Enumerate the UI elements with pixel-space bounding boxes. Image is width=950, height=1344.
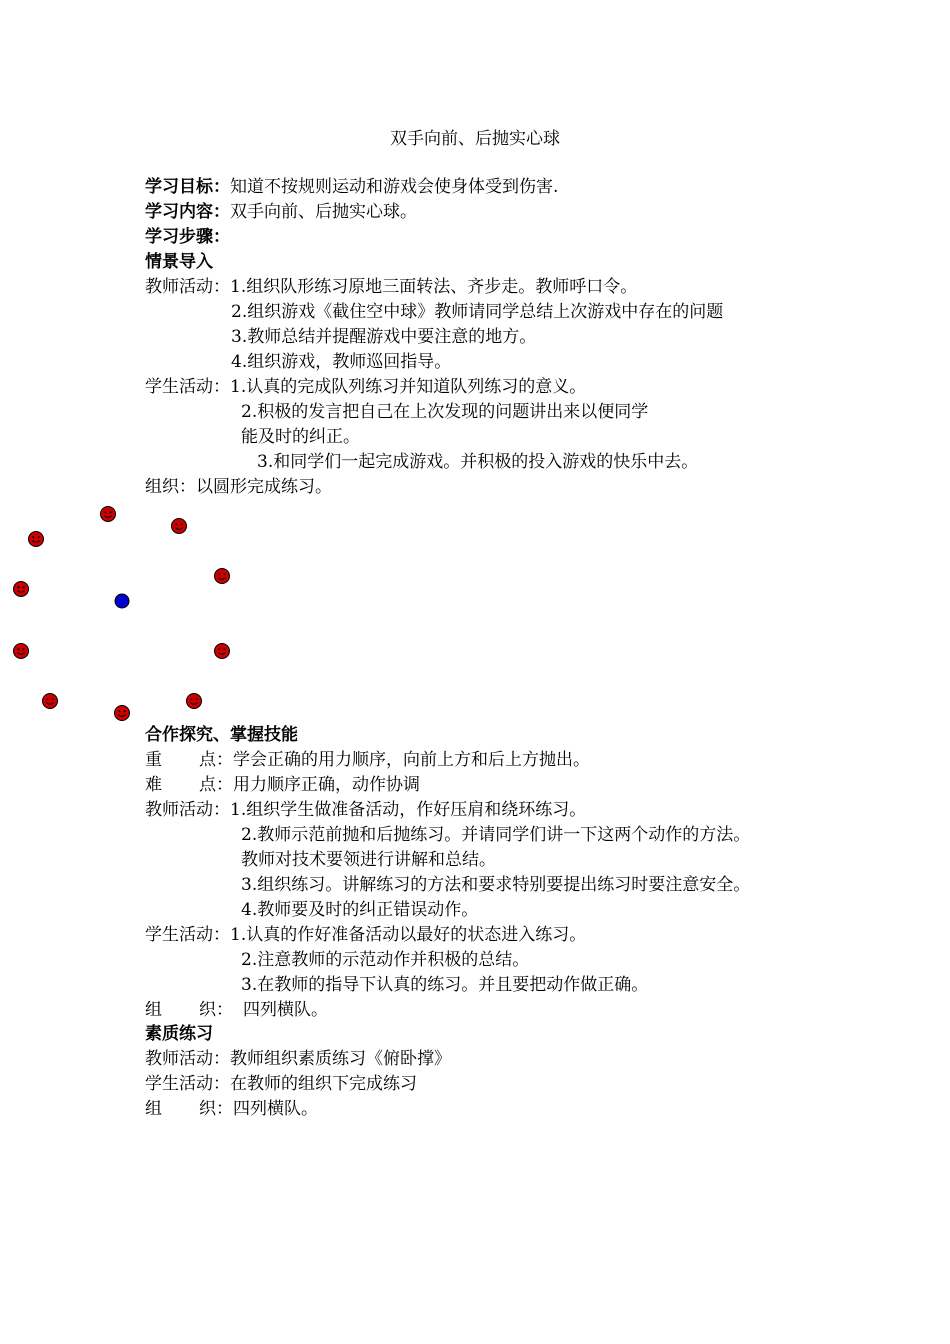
list-item: 能及时的纠正。	[241, 427, 360, 447]
section3-org-line	[145, 1099, 318, 1119]
student-smiley-icon	[187, 694, 202, 709]
section1-org-text: 以圆形完成练习。	[196, 477, 332, 497]
section3-teacher-line	[145, 1049, 451, 1069]
content-line	[145, 202, 417, 222]
student-smiley-icon	[29, 532, 44, 547]
section3-student-line	[145, 1074, 417, 1094]
section2-teacher-label: 教师活动：	[145, 800, 230, 820]
key-point-label: 重	[145, 750, 162, 770]
difficulty-label-suffix: 点：	[199, 775, 233, 795]
section1-org-label: 组织：	[145, 477, 196, 497]
list-item: 4.教师要及时的纠正错误动作。	[241, 900, 479, 920]
list-item: 1.认真的作好准备活动以最好的状态进入练习。	[230, 925, 587, 945]
list-item: 教师对技术要领进行讲解和总结。	[241, 850, 496, 870]
difficulty-label: 难	[145, 775, 162, 795]
key-point-text: 学会正确的用力顺序，向前上方和后上方抛出。	[233, 750, 590, 770]
section1-teacher-line-1	[145, 277, 637, 297]
list-item: 1.组织学生做准备活动，作好压肩和绕环练习。	[230, 800, 587, 820]
section1-student-label: 学生活动：	[145, 377, 230, 397]
student-smiley-icon	[14, 582, 29, 597]
goal-label: 学习目标：	[145, 177, 230, 197]
section2-org-line	[145, 1000, 328, 1020]
list-item: 3.教师总结并提醒游戏中要注意的地方。	[231, 327, 537, 347]
key-point-line	[145, 750, 590, 770]
section2-org-text: 四列横队。	[243, 1000, 328, 1020]
section3-org-label-suffix: 织：	[199, 1099, 233, 1119]
list-item: 1.组织队形练习原地三面转法、齐步走。教师呼口令。	[230, 277, 638, 297]
student-smiley-icon	[115, 706, 130, 721]
list-item: 2.组织游戏《截住空中球》教师请同学总结上次游戏中存在的问题	[231, 302, 724, 322]
list-item: 3.在教师的指导下认真的练习。并且要把动作做正确。	[241, 975, 649, 995]
section2-teacher-line-1	[145, 800, 586, 820]
student-smiley-icon	[215, 644, 230, 659]
document-title: 双手向前、后抛实心球	[390, 129, 560, 149]
list-item: 2.积极的发言把自己在上次发现的问题讲出来以便同学	[241, 402, 649, 422]
section2-heading: 合作探究、掌握技能	[145, 725, 298, 745]
section1-student-line-1	[145, 377, 586, 397]
content-text: 双手向前、后抛实心球。	[230, 202, 417, 222]
student-smiley-icon	[215, 569, 230, 584]
section3-teacher-label: 教师活动：	[145, 1049, 230, 1069]
list-item: 3.和同学们一起完成游戏。并积极的投入游戏的快乐中去。	[257, 452, 699, 472]
section3-heading: 素质练习	[145, 1024, 213, 1044]
section1-org-line	[145, 477, 332, 497]
section1-heading: 情景导入	[145, 252, 213, 272]
section1-teacher-label: 教师活动：	[145, 277, 230, 297]
section2-org-label-suffix: 织：	[199, 1000, 233, 1020]
section3-student-text: 在教师的组织下完成练习	[230, 1074, 417, 1094]
goal-line	[145, 177, 558, 197]
section3-teacher-text: 教师组织素质练习《俯卧撑》	[230, 1049, 451, 1069]
student-smiley-icon	[101, 507, 116, 522]
list-item: 1.认真的完成队列练习并知道队列练习的意义。	[230, 377, 587, 397]
goal-text: 知道不按规则运动和游戏会使身体受到伤害.	[230, 177, 559, 197]
student-smiley-icon	[43, 694, 58, 709]
section2-student-line-1	[145, 925, 586, 945]
list-item: 4.组织游戏，教师巡回指导。	[231, 352, 452, 372]
teacher-dot-icon	[115, 594, 129, 608]
list-item: 2.教师示范前抛和后抛练习。并请同学们讲一下这两个动作的方法。	[241, 825, 751, 845]
circle-formation-diagram	[0, 500, 260, 730]
list-item: 3.组织练习。讲解练习的方法和要求特别要提出练习时要注意安全。	[241, 875, 751, 895]
steps-label: 学习步骤：	[145, 227, 230, 247]
section3-org-label: 组	[145, 1099, 162, 1119]
section3-org-text: 四列横队。	[233, 1099, 318, 1119]
difficulty-line	[145, 775, 420, 795]
key-point-label-suffix: 点：	[199, 750, 233, 770]
list-item: 2.注意教师的示范动作并积极的总结。	[241, 950, 530, 970]
section2-org-label: 组	[145, 1000, 162, 1020]
student-smiley-icon	[14, 644, 29, 659]
section3-student-label: 学生活动：	[145, 1074, 230, 1094]
content-label: 学习内容：	[145, 202, 230, 222]
student-smiley-icon	[172, 519, 187, 534]
section2-student-label: 学生活动：	[145, 925, 230, 945]
difficulty-text: 用力顺序正确，动作协调	[233, 775, 420, 795]
